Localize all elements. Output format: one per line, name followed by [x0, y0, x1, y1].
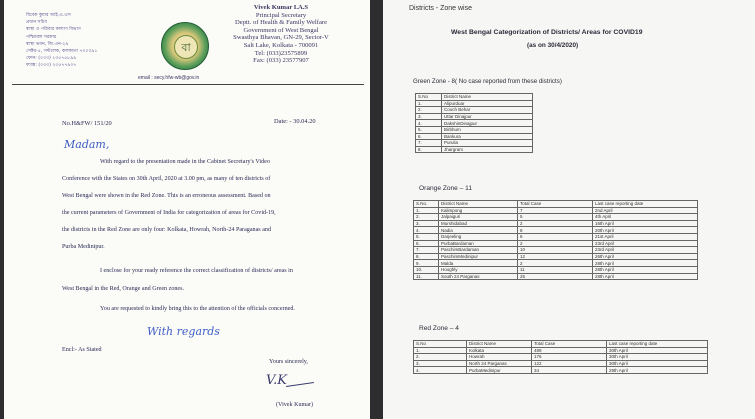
cell: 5.	[416, 126, 442, 133]
officer-name: Vivek Kumar I.A.S	[253, 4, 309, 11]
cell: Cooch Behar	[442, 107, 533, 114]
cell: 4.	[414, 227, 439, 234]
cell: Purulia	[442, 140, 533, 147]
table-row	[414, 207, 698, 214]
zone-sheet-page	[383, 0, 755, 419]
table-row	[414, 260, 698, 267]
table-row	[414, 233, 698, 240]
cell: PaschimMedinipur	[439, 253, 518, 260]
cell: Jhargram	[442, 146, 533, 153]
sheet-subtitle: (as on 30/4/2020)	[527, 42, 579, 49]
cell: 16th April	[593, 220, 698, 227]
cell: 10.	[414, 266, 439, 273]
cell: 2.	[414, 354, 467, 361]
cell: Malda	[439, 260, 518, 267]
cell: 2	[518, 220, 593, 227]
table-header-row	[414, 201, 698, 208]
red-zone-heading: Red Zone – 4	[419, 325, 459, 332]
column-header: S.No	[416, 94, 442, 101]
cell: 25	[518, 273, 593, 280]
table-row	[414, 220, 698, 227]
header-divider	[12, 84, 364, 85]
table-row	[414, 354, 708, 361]
salutation: Madam,	[64, 138, 110, 151]
header-line: Fax: (033) 23577907	[253, 57, 309, 65]
table-row	[414, 253, 698, 260]
header-line: Government of West Bengal	[243, 26, 319, 34]
reference-number: No.H&FW/ 151/20	[62, 120, 112, 127]
bengali-line: ফ্যাক্স: (০৩৩) ২৩৫৭৭৯০৭	[26, 63, 77, 69]
column-header: Total Case	[532, 341, 607, 348]
cell: Kalimpong	[439, 207, 518, 214]
header-line: Tel: (033)23575899	[254, 49, 308, 57]
table-row	[416, 100, 533, 107]
cell: 23rd April	[593, 247, 698, 254]
orange-zone-table	[413, 200, 698, 280]
column-header: S.No.	[414, 201, 439, 208]
body-line: Conference with the States on 30th April, 2020 at 3.00 pm, as many of ten districts of	[62, 176, 271, 182]
bengali-line: স্বাস্থ্য ও পরিবার কল্যাণ বিভাগ	[26, 27, 81, 33]
bengali-line: স্বাস্থ্য ভবন, জি.এন-২৯	[26, 41, 69, 47]
cell: 30th April	[607, 354, 708, 361]
table-row	[416, 140, 533, 147]
cell: PaschimBardaman	[439, 247, 518, 254]
header-line: Salt Lake, Kolkata - 700091	[243, 41, 319, 49]
table-row	[416, 133, 533, 140]
cell: 3.	[414, 360, 467, 367]
cell: Bankura	[442, 133, 533, 140]
cell: 21st April	[593, 233, 698, 240]
cell: Alipurduar	[442, 100, 533, 107]
table-row	[414, 266, 698, 273]
header-line: Deptt. of Health & Family Welfare	[235, 19, 327, 27]
cell: 11	[518, 266, 593, 273]
cell: Nadia	[439, 227, 518, 234]
body-line: You are requested to kindly bring this to the attention of the officials concerned.	[100, 306, 295, 312]
table-header-row	[414, 341, 708, 348]
cell: 7.	[416, 140, 442, 147]
cell: 176	[532, 354, 607, 361]
column-header: District Name	[442, 94, 533, 101]
body-line: West Bengal were shown in the Red Zone. This is an erroneous assessment. Based on	[62, 193, 271, 199]
cell: 5	[518, 214, 593, 221]
cell: Uttar Dinajpur	[442, 113, 533, 120]
cell: 29th April	[607, 367, 708, 374]
cell: 2nd April	[593, 207, 698, 214]
cell: PurbaMedinipur	[467, 367, 532, 374]
table-row	[416, 107, 533, 114]
enclosure-note: Encl:- As Stated	[62, 347, 102, 353]
cell: Jalpaiguri	[439, 214, 518, 221]
cell: 4.	[416, 120, 442, 127]
table-row	[416, 113, 533, 120]
cell: PurbaBardaman	[439, 240, 518, 247]
cell: 122	[532, 360, 607, 367]
cell: 4th April	[593, 214, 698, 221]
table-row	[414, 367, 708, 374]
bengali-line: সেক্টর-৫, সল্টলেক, কলকাতা ৭০০০৯১	[26, 49, 98, 55]
table-row	[414, 347, 708, 354]
table-row	[414, 247, 698, 254]
cell: Kolkata	[467, 347, 532, 354]
column-header: Last case reporting date	[607, 341, 708, 348]
table-row	[416, 126, 533, 133]
bengali-header	[26, 12, 97, 70]
orange-zone-heading: Orange Zone – 11	[419, 185, 473, 192]
sheet-title: West Bengal Categorization of Districts/ Areas for COVID19	[451, 29, 643, 36]
body-line: the districts in the Red Zone are only four: Kolkata, Howrah, North-24 Paraganas and	[62, 227, 271, 233]
cell: Howrah	[467, 354, 532, 361]
letter-page	[4, 0, 370, 419]
header-line: Swasthya Bhavan, GN-29, Sector-V	[233, 34, 329, 42]
english-header	[226, 4, 336, 65]
cell: 23rd April	[593, 240, 698, 247]
cell: 28th April	[593, 260, 698, 267]
table-row	[414, 273, 698, 280]
cell: Birbhum	[442, 126, 533, 133]
cell: 30th April	[607, 347, 708, 354]
table-row	[416, 146, 533, 153]
column-header: District Name	[439, 201, 518, 208]
signatory-name: (Vivek Kumar)	[276, 402, 314, 408]
cell: 12	[518, 253, 593, 260]
cell: 2	[518, 240, 593, 247]
bengali-line: পশ্চিমবঙ্গ সরকার	[26, 34, 57, 40]
signature-stroke	[286, 382, 314, 387]
cell: 2.	[414, 214, 439, 221]
table-row	[414, 240, 698, 247]
cell: 1.	[416, 100, 442, 107]
cell: 1.	[414, 207, 439, 214]
green-zone-table	[415, 93, 533, 153]
cell: 2.	[416, 107, 442, 114]
body-line: the current parameters of Government of India for categorization of areas for Covid-19,	[62, 210, 276, 216]
cell: 5.	[414, 233, 439, 240]
cell: 3.	[414, 220, 439, 227]
cell: 9.	[414, 260, 439, 267]
cell: 1.	[414, 347, 467, 354]
table-row	[414, 227, 698, 234]
cell: Darjeeling	[439, 233, 518, 240]
cell: 11.	[414, 273, 439, 280]
cell: 2	[518, 260, 593, 267]
body-line: I enclose for your ready reference the correct classification of districts/ areas in	[100, 268, 293, 274]
cell: 7.	[414, 247, 439, 254]
cell: 4.	[414, 367, 467, 374]
cell: 7	[518, 207, 593, 214]
column-header: Total Case	[518, 201, 593, 208]
government-emblem-logo: বা	[161, 22, 209, 70]
page-label: Districts - Zone wise	[409, 5, 473, 12]
cell: North 24 Parganas	[467, 360, 532, 367]
cell: 6	[518, 233, 593, 240]
cell: 8	[518, 227, 593, 234]
cell: 8.	[414, 253, 439, 260]
body-line: West Bengal in the Red, Orange and Green zones.	[62, 286, 185, 292]
cell: 20th April	[593, 227, 698, 234]
cell: 34	[532, 367, 607, 374]
cell: Hooghly	[439, 266, 518, 273]
bengali-line: প্রধান সচিব	[26, 20, 47, 26]
table-row	[414, 360, 708, 367]
cell: 6.	[416, 133, 442, 140]
cell: 28th April	[593, 273, 698, 280]
closing-handwritten: With regards	[147, 325, 220, 338]
cell: 8.	[416, 146, 442, 153]
column-header: Last case reporting date	[593, 201, 698, 208]
cell: 28th April	[593, 266, 698, 273]
green-zone-heading: Green Zone - 8( No case reported from these districts)	[413, 78, 562, 85]
signature: V.K	[266, 373, 287, 388]
cell: 489	[532, 347, 607, 354]
cell: 26th April	[593, 253, 698, 260]
table-row	[414, 214, 698, 221]
bengali-line: ফোন: (০৩৩) ২৩৫৭৫৮৯৯	[26, 56, 77, 62]
letter-date: Date: - 30.04.20	[274, 118, 316, 125]
column-header: District Name	[467, 341, 532, 348]
header-line: Principal Secretary	[255, 11, 307, 19]
cell: 3.	[416, 113, 442, 120]
bengali-line: বিবেক কুমার আই.এ.এস	[26, 13, 71, 18]
yours-sincerely: Yours sincerely,	[269, 359, 308, 365]
cell: Murshidabad	[439, 220, 518, 227]
column-header: S.No	[414, 341, 467, 348]
cell: 30th April	[607, 360, 708, 367]
table-row	[416, 120, 533, 127]
cell: 10	[518, 247, 593, 254]
email-line: email : secy.hfw-wb@gov.in	[138, 75, 200, 81]
table-header-row	[416, 94, 533, 101]
cell: 6.	[414, 240, 439, 247]
body-line: Purba Medinipur.	[62, 244, 105, 250]
cell: South 24 Parganas	[439, 273, 518, 280]
body-line: With regard to the presentation made in the Cabinet Secretary's Video	[100, 159, 270, 165]
red-zone-table	[413, 340, 708, 374]
cell: DakshinDinajpur	[442, 120, 533, 127]
